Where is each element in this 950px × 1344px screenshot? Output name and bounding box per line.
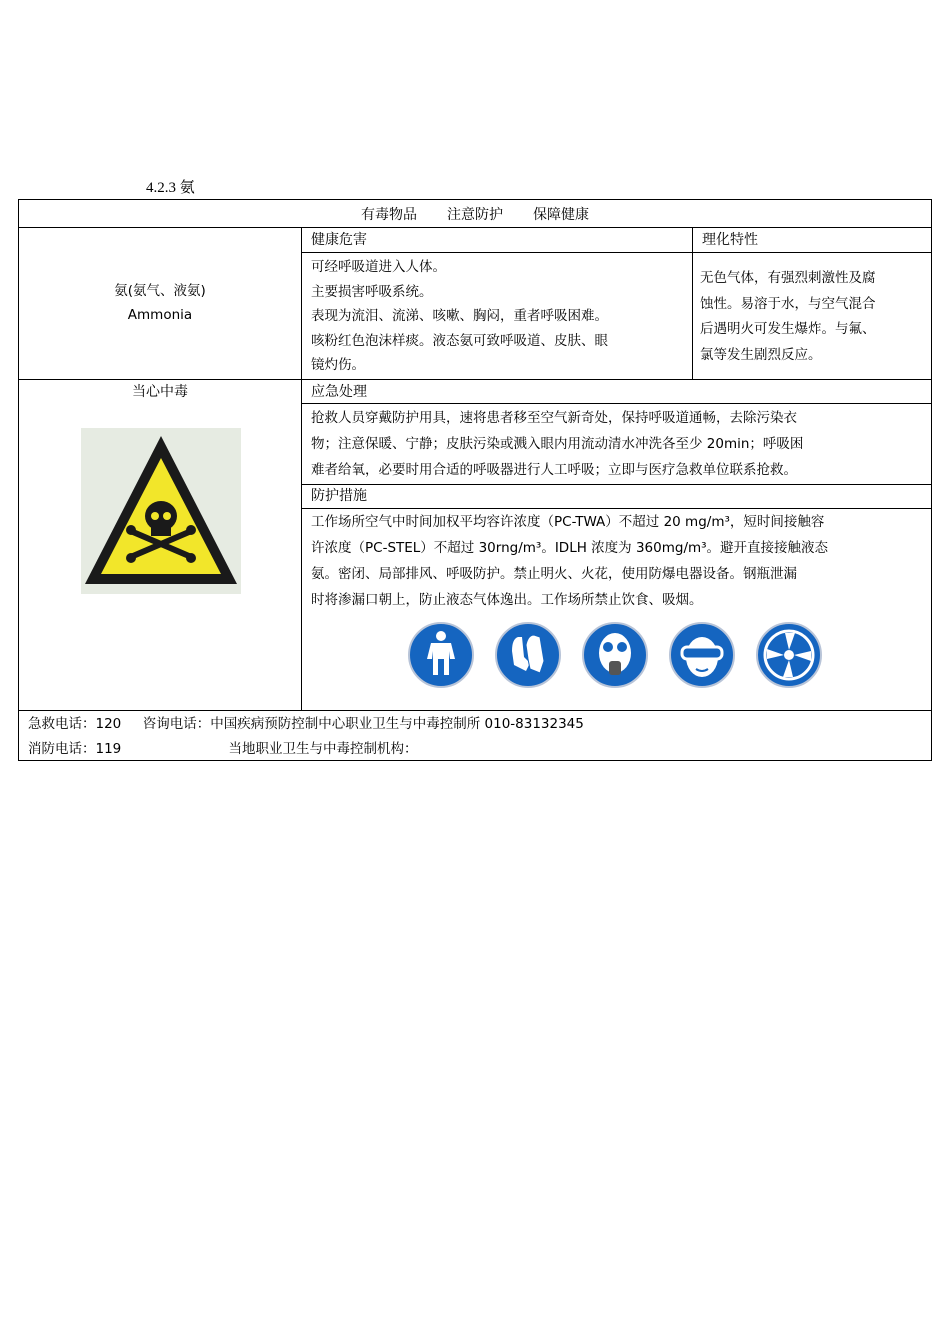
protection-text bbox=[311, 509, 926, 613]
health-line: 可经呼吸道进入人体。 bbox=[311, 259, 446, 275]
ventilation-fan-icon bbox=[755, 618, 823, 692]
properties-text bbox=[700, 266, 930, 368]
protective-suit-icon bbox=[407, 618, 475, 692]
divider bbox=[301, 484, 931, 485]
properties-line: 无色气体，有强烈刺激性及腐 bbox=[700, 270, 876, 286]
divider bbox=[301, 252, 931, 253]
divider bbox=[19, 379, 931, 380]
hazard-card bbox=[18, 199, 932, 761]
emergency-text bbox=[311, 405, 926, 483]
health-line: 咳粉红色泡沫样痰。液态氨可致呼吸道、皮肤、眼 bbox=[311, 332, 608, 349]
substance-name-cn: 氨(氨气、液氨) bbox=[114, 283, 206, 299]
health-line: 镜灼伤。 bbox=[311, 357, 365, 373]
emergency-line: 难者给氧，必要时用合适的呼吸器进行人工呼吸；立即与医疗急救单位联系抢救。 bbox=[311, 462, 797, 478]
banner-item: 保障健康 bbox=[533, 206, 589, 223]
footer-phone-line: 急救电话：120 咨询电话：中国疾病预防控制中心职业卫生与中毒控制所 010-83132345 bbox=[28, 716, 584, 732]
health-line: 主要损害呼吸系统。 bbox=[311, 283, 433, 300]
banner-item: 有毒物品 bbox=[361, 206, 417, 223]
properties-line: 蚀性。易溶于水，与空气混合 bbox=[700, 295, 876, 312]
banner bbox=[19, 200, 931, 228]
health-text bbox=[311, 255, 689, 378]
divider bbox=[19, 710, 931, 711]
properties-line: 后遇明火可发生爆炸。与氟、 bbox=[700, 321, 876, 337]
substance-name bbox=[19, 279, 301, 327]
emergency-line: 物；注意保暖、宁静；皮肤污染或溅入眼内用流动清水冲洗各至少 20min；呼吸困 bbox=[311, 436, 804, 452]
ppe-icons bbox=[407, 618, 823, 692]
protective-gloves-icon bbox=[494, 618, 562, 692]
footer-fire-line: 消防电话：119 当地职业卫生与中毒控制机构： bbox=[28, 741, 418, 757]
health-heading: 健康危害 bbox=[311, 232, 367, 248]
emergency-heading: 应急处理 bbox=[311, 384, 367, 400]
warning-label: 当心中毒 bbox=[132, 384, 188, 400]
divider bbox=[301, 403, 931, 404]
gas-mask-icon bbox=[581, 618, 649, 692]
protection-line: 时将渗漏口朝上，防止液态气体逸出。工作场所禁止饮食、吸烟。 bbox=[311, 592, 703, 608]
banner-item: 注意防护 bbox=[447, 206, 503, 223]
substance-name-en: Ammonia bbox=[127, 307, 193, 323]
properties-line: 氯等发生剧烈反应。 bbox=[700, 346, 822, 363]
section-heading bbox=[146, 176, 195, 197]
health-line: 表现为流泪、流涕、咳嗽、胸闷，重者呼吸困难。 bbox=[311, 308, 608, 324]
divider bbox=[692, 228, 693, 379]
properties-heading: 理化特性 bbox=[702, 232, 758, 248]
section-number: 4.2.3 bbox=[146, 180, 176, 196]
divider bbox=[301, 228, 302, 710]
section-title: 氨 bbox=[179, 180, 195, 196]
emergency-line: 抢救人员穿戴防护用具，速将患者移至空气新奇处，保持呼吸道通畅，去除污染衣 bbox=[311, 410, 797, 426]
protection-line: 工作场所空气中时间加权平均容许浓度（PC-TWA）不超过 20 mg/m³，短时间接触容 bbox=[311, 514, 825, 530]
protection-heading: 防护措施 bbox=[311, 488, 367, 504]
toxic-warning-icon bbox=[81, 428, 241, 594]
protection-line: 氨。密闭、局部排风、呼吸防护。禁止明火、火花，使用防爆电器设备。钢瓶泄漏 bbox=[311, 566, 797, 582]
safety-goggles-icon bbox=[668, 618, 736, 692]
protection-line: 许浓度（PC-STEL）不超过 30rng/m³。IDLH 浓度为 360mg/m³。避开直接接触液态 bbox=[311, 540, 829, 556]
